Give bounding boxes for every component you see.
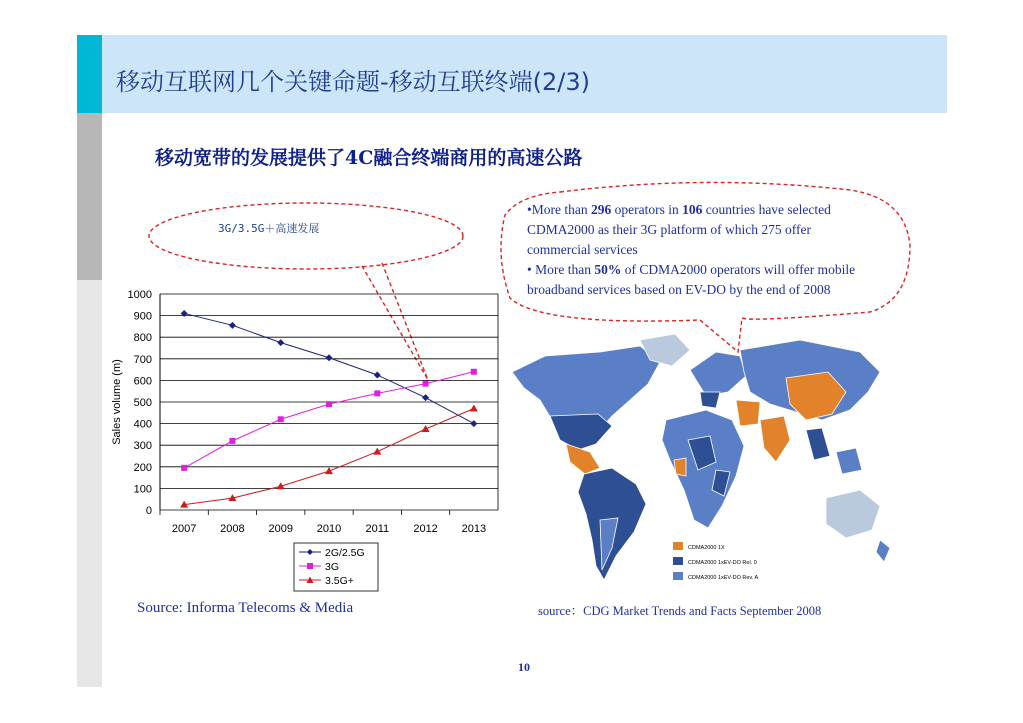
callout-text-part: of CDMA2000 operators will offer mobile broadband services based on EV-DO by the end of 2008 [527, 262, 856, 297]
y-tick-label: 1000 [127, 289, 152, 301]
slide-subtitle: 移动宽带的发展提供了4C融合终端商用的高速公路 [155, 147, 583, 169]
y-tick-label: 500 [133, 397, 152, 409]
y-tick-label: 900 [133, 310, 152, 323]
x-tick-label: 2009 [268, 523, 293, 535]
legend-label: 3.5G+ [325, 575, 354, 587]
legend-label: CDMA2000 1xEV-DO Rev. A [688, 575, 759, 581]
callout-highlight-operators: 296 [590, 202, 612, 217]
y-tick-label: 0 [145, 505, 152, 517]
callout-text-part: countries have selected CDMA2000 as their 3G platform of which 275 offer commercial services [527, 202, 831, 257]
source-right: source：CDG Market Trends and Facts September 2008 [538, 604, 822, 618]
legend-swatch-orange [673, 542, 683, 550]
map-europe [690, 352, 746, 408]
page-number: 10 [518, 660, 530, 674]
map-legend [673, 542, 759, 581]
legend-label: CDMA2000 1X [688, 545, 725, 551]
x-tick-label: 2013 [461, 523, 487, 535]
legend-label: 3G [325, 561, 340, 573]
map-oceania [826, 490, 890, 562]
legend-label: 2G/2.5G [325, 547, 365, 559]
legend-swatch-dark [673, 557, 683, 565]
y-tick-label: 100 [133, 483, 152, 496]
x-tick-label: 2012 [413, 523, 438, 535]
y-tick-label: 400 [133, 418, 152, 431]
y-tick-label: 600 [133, 375, 152, 388]
callout-text-part: • More than [527, 262, 595, 277]
source-left: Source: Informa Telecoms & Media [137, 600, 354, 616]
y-axis-label: Sales volume (m) [111, 359, 123, 445]
y-tick-label: 700 [133, 353, 152, 366]
callout-text-part: operators in [611, 202, 683, 217]
callout-text-left: 3G/3.5G＋高速发展 [218, 222, 320, 235]
x-tick-label: 2008 [220, 523, 245, 535]
x-tick-label: 2010 [316, 523, 342, 535]
map-south-america [578, 468, 646, 580]
legend-label: CDMA2000 1xEV-DO Rel. 0 [688, 560, 757, 566]
map-asia [736, 340, 880, 474]
callout-text-part: •More than [527, 202, 591, 217]
slide-title: 移动互联网几个关键命题-移动互联终端(2/3) [116, 68, 591, 96]
y-tick-label: 200 [133, 461, 152, 474]
x-tick-label: 2007 [171, 523, 197, 535]
y-tick-label: 300 [133, 440, 152, 453]
map-africa [662, 410, 744, 528]
y-tick-label: 800 [133, 332, 152, 345]
callout-highlight-countries: 106 [682, 202, 703, 217]
x-tick-label: 2011 [365, 523, 390, 535]
map-north-america [512, 334, 690, 474]
legend-swatch-mid [673, 572, 683, 580]
callout-highlight-percent: 50% [594, 262, 622, 277]
